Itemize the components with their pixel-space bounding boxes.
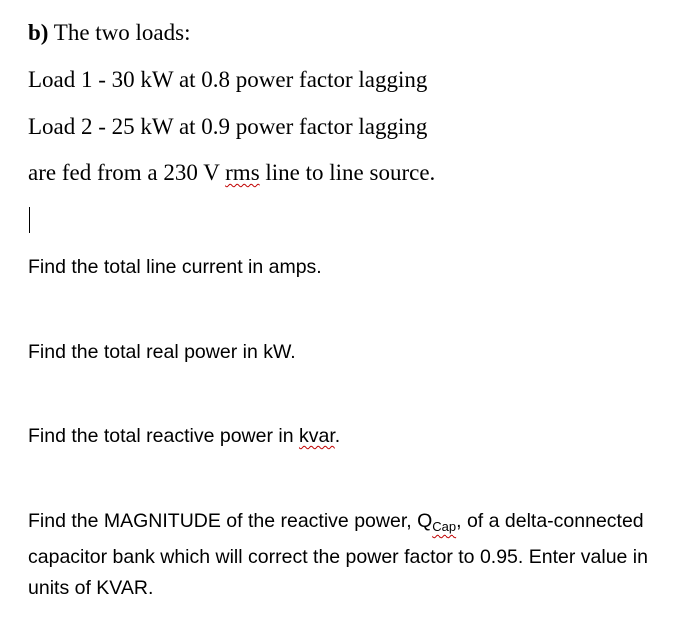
q3-text-before: Find the total reactive power in xyxy=(28,425,299,447)
q3-text-after: . xyxy=(334,425,341,447)
source-line xyxy=(28,160,435,186)
question-line-current: Find the total line current in amps. xyxy=(28,256,322,278)
q-cap-subscript: Cap xyxy=(432,519,457,534)
source-text-before: are fed from a 230 V xyxy=(28,160,226,185)
rms-word: rms xyxy=(225,160,260,185)
q4-text-after: , of a delta-connected capacitor bank which will correct the power factor to 0.95. Enter value in units of KVAR. xyxy=(28,510,648,599)
text-cursor[interactable] xyxy=(29,207,30,233)
question-real-power: Find the total real power in kW. xyxy=(28,341,296,363)
load-1-line: Load 1 - 30 kW at 0.8 power factor lagging xyxy=(28,67,428,92)
source-text-after: line to line source. xyxy=(259,160,436,185)
load-2-line: Load 2 - 25 kW at 0.9 power factor lagging xyxy=(28,114,428,139)
question-reactive-power xyxy=(28,425,340,448)
q4-text-before: Find the MAGNITUDE of the reactive power, Q xyxy=(28,510,433,532)
part-label: b) xyxy=(28,20,49,45)
heading-text: The two loads: xyxy=(48,20,191,45)
problem-heading xyxy=(28,20,191,46)
question-capacitor-bank xyxy=(28,506,648,604)
kvar-word: kvar xyxy=(298,425,335,447)
